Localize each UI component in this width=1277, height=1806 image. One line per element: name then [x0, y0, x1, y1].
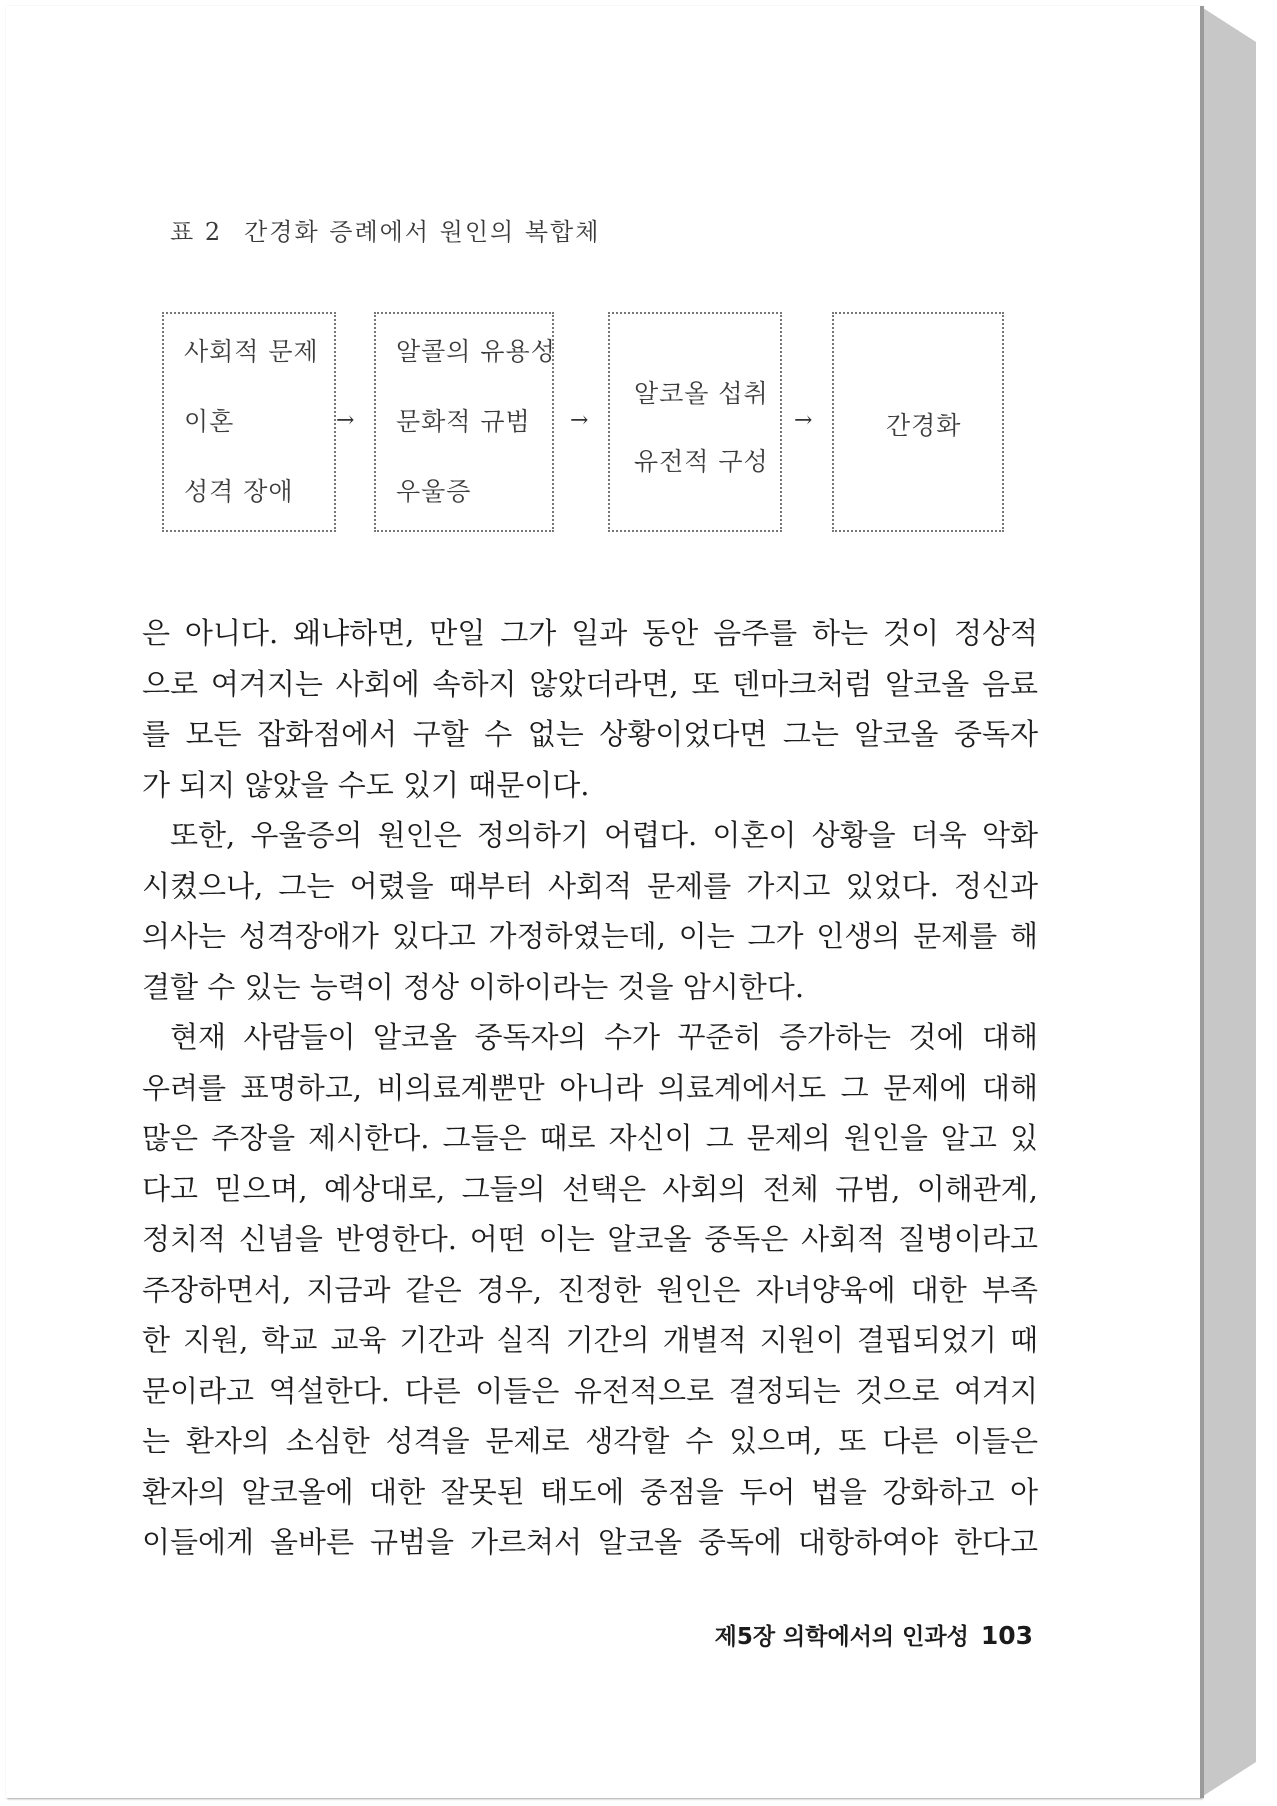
box-line: 간경화 — [886, 411, 962, 440]
paragraph-3 — [142, 1012, 1038, 1568]
caption-title: 간경화 증례에서 원인의 복합체 — [244, 218, 601, 246]
text-line: 결할 수 있는 능력이 정상 이하이라는 것을 암시한다. — [142, 969, 805, 1004]
page-edge — [1200, 6, 1256, 1798]
text-line: 으로 여겨지는 사회에 속하지 않았더라면, 또 덴마크처럼 알코올 음료 — [142, 666, 1038, 701]
running-footer — [715, 1618, 1033, 1651]
arrow-1: → — [336, 408, 355, 433]
text-line: 많은 주장을 제시한다. 그들은 때로 자신이 그 문제의 원인을 알고 있 — [142, 1121, 1038, 1155]
text-line: 또한, 우울증의 원인은 정의하기 어렵다. 이혼이 상황을 더욱 악화 — [170, 818, 1038, 852]
text-line: 문이라고 역설한다. 다른 이들은 유전적으로 결정되는 것으로 여겨지 — [142, 1373, 1038, 1408]
text-line: 환자의 알코올에 대한 잘못된 태도에 중점을 두어 법을 강화하고 아 — [142, 1474, 1038, 1509]
box-line: 우울증 — [396, 477, 472, 506]
page-number: 103 — [980, 1621, 1033, 1650]
text-line: 한 지원, 학교 교육 기간과 실직 기간의 개별적 지원이 결핍되었기 때 — [142, 1323, 1038, 1357]
text-line: 현재 사람들이 알코올 중독자의 수가 꾸준히 증가하는 것에 대해 — [170, 1020, 1038, 1054]
text-line: 가 되지 않았을 수도 있기 때문이다. — [142, 767, 590, 802]
body-text — [142, 608, 1038, 1568]
page-edge-line — [1200, 6, 1204, 1798]
arrow-2: → — [570, 408, 589, 433]
box-line: 알콜의 유용성 — [396, 337, 556, 366]
caption-label: 표 2 — [170, 218, 223, 246]
text-line: 시켰으나, 그는 어렸을 때부터 사회적 문제를 가지고 있었다. 정신과 — [142, 868, 1038, 903]
text-line: 를 모든 잡화점에서 구할 수 없는 상황이었다면 그는 알코올 중독자 — [142, 717, 1038, 751]
box-line: 성격 장애 — [184, 477, 294, 506]
box-line: 이혼 — [184, 407, 235, 436]
diagram-box-intake — [608, 312, 782, 532]
table-caption — [170, 212, 600, 247]
box-line: 사회적 문제 — [184, 337, 319, 366]
diagram-box-cultural — [374, 312, 554, 532]
box-line: 알코올 섭취 — [634, 379, 769, 408]
box-line: 유전적 구성 — [634, 447, 769, 476]
diagram-box-cirrhosis — [832, 312, 1004, 532]
arrow-3: → — [794, 408, 813, 433]
text-line: 이들에게 올바른 규범을 가르쳐서 알코올 중독에 대항하여야 한다고 — [142, 1525, 1038, 1559]
text-line: 는 환자의 소심한 성격을 문제로 생각할 수 있으며, 또 다른 이들은 — [142, 1424, 1038, 1458]
paragraph-2 — [142, 810, 1038, 1012]
paragraph-1 — [142, 608, 1038, 810]
text-line: 은 아니다. 왜냐하면, 만일 그가 일과 동안 음주를 하는 것이 정상적 — [142, 616, 1038, 650]
text-line: 정치적 신념을 반영한다. 어떤 이는 알코올 중독은 사회적 질병이라고 — [142, 1222, 1038, 1256]
text-line: 주장하면서, 지금과 같은 경우, 진정한 원인은 자녀양육에 대한 부족 — [142, 1272, 1038, 1307]
diagram-box-social — [162, 312, 336, 532]
text-line: 의사는 성격장애가 있다고 가정하였는데, 이는 그가 인생의 문제를 해 — [142, 919, 1038, 953]
box-line: 문화적 규범 — [396, 407, 531, 436]
text-line: 다고 믿으며, 예상대로, 그들의 선택은 사회의 전체 규범, 이해관계, — [142, 1171, 1038, 1206]
chapter-title: 제5장 의학에서의 인과성 — [714, 1624, 969, 1650]
text-line: 우려를 표명하고, 비의료계뿐만 아니라 의료계에서도 그 문제에 대해 — [142, 1070, 1038, 1105]
